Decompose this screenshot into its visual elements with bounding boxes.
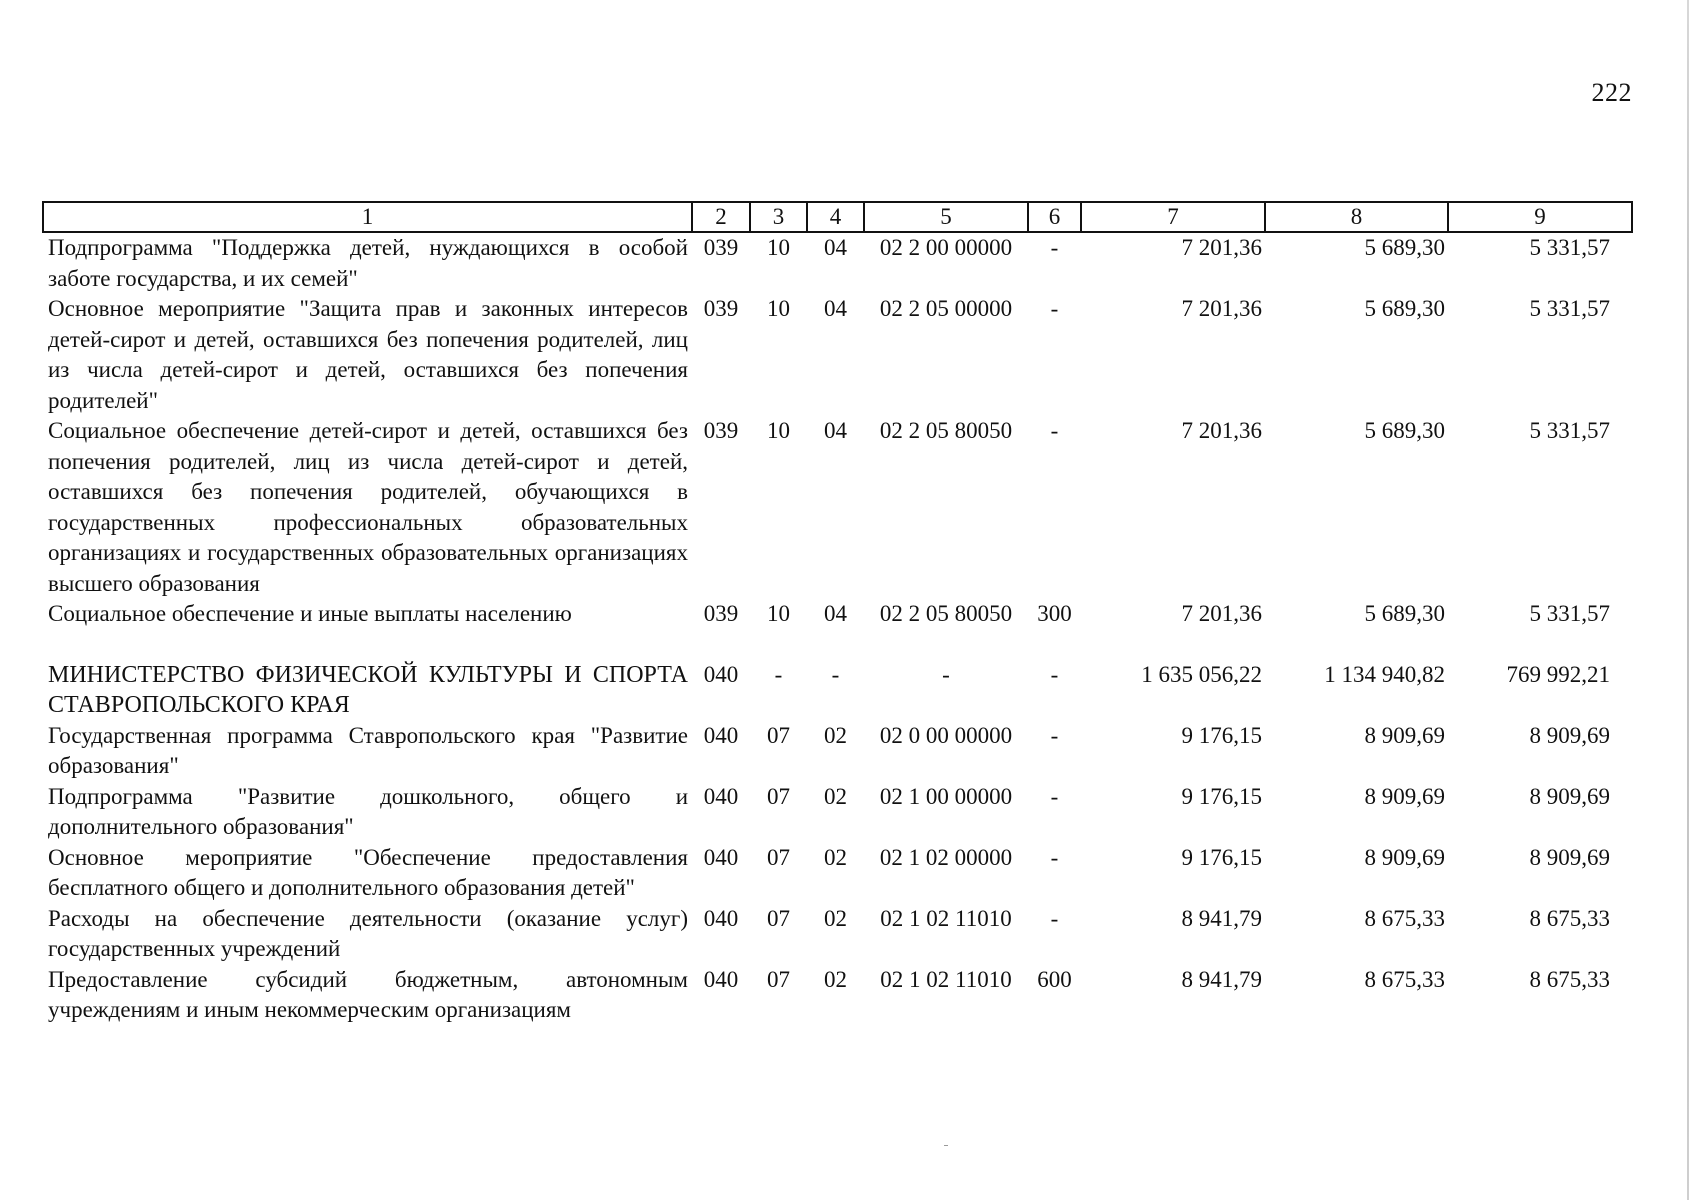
table-row (43, 294, 1632, 416)
row-name: Социальное обеспечение и иные выплаты населению (48, 601, 572, 626)
header-col-7: 7 (1081, 202, 1265, 232)
row-c7: 7 201,36 (1181, 601, 1262, 626)
row-c9: 5 331,57 (1529, 601, 1610, 626)
row-name: Подпрограмма "Поддержка детей, нуждающихся в особой заботе государства, и их семей" (48, 235, 688, 291)
row-c3: 07 (767, 905, 790, 931)
row-c5: 02 1 02 11010 (880, 966, 1012, 992)
table-row (43, 843, 1632, 904)
row-c3: 10 (767, 296, 790, 321)
row-c5: 02 0 00 00000 (879, 722, 1013, 748)
row-c7: 8 941,79 (1181, 905, 1262, 931)
row-c8: 8 675,33 (1364, 966, 1445, 992)
row-c7: 7 201,36 (1181, 296, 1262, 321)
row-c5: 02 1 02 00000 (879, 844, 1013, 870)
budget-table (42, 201, 1633, 1026)
row-c6: - (1050, 905, 1059, 931)
row-c4: 02 (824, 966, 847, 992)
table-row (43, 721, 1632, 782)
row-c6: - (1050, 722, 1059, 748)
table-row (43, 965, 1632, 1026)
row-c5: 02 2 05 00000 (879, 296, 1013, 321)
row-name: Расходы на обеспечение деятельности (оказание услуг) государственных учреждений (48, 905, 688, 961)
row-c6: - (1050, 296, 1059, 321)
row-c2: 040 (703, 905, 739, 931)
row-c7: 9 176,15 (1181, 844, 1262, 870)
row-c5: 02 1 02 11010 (880, 905, 1012, 931)
row-c6: - (1050, 783, 1059, 809)
row-c6: - (1050, 418, 1059, 443)
row-name: Предоставление субсидий бюджетным, автономным учреждениям и иным некоммерческим организациям (48, 966, 688, 1022)
row-c2: 040 (703, 844, 739, 870)
row-c2: 040 (703, 722, 739, 748)
row-c7: 9 176,15 (1181, 722, 1262, 748)
row-c2: 039 (703, 418, 739, 443)
table-row (43, 660, 1632, 721)
row-c7: 9 176,15 (1181, 783, 1262, 809)
row-name: Основное мероприятие "Обеспечение предоставления бесплатного общего и дополнительного образования детей" (48, 844, 688, 900)
row-name: Государственная программа Ставропольского края "Развитие образования" (48, 722, 688, 778)
row-c3: 10 (767, 601, 790, 626)
row-c9: 8 675,33 (1529, 966, 1610, 992)
row-c2: 040 (703, 661, 739, 687)
header-col-2: 2 (692, 202, 750, 232)
row-c4: 04 (824, 418, 847, 443)
row-c2: 040 (703, 966, 739, 992)
row-c9: 5 331,57 (1529, 418, 1610, 443)
row-c3: - (774, 661, 783, 687)
table-row (43, 416, 1632, 599)
row-c7: 7 201,36 (1181, 418, 1262, 443)
row-c5: - (942, 661, 950, 687)
row-name: Подпрограмма "Развитие дошкольного, общего и дополнительного образования" (48, 783, 688, 839)
row-c4: 02 (824, 905, 847, 931)
row-c4: 02 (824, 844, 847, 870)
header-col-3: 3 (750, 202, 807, 232)
row-c3: 07 (767, 966, 790, 992)
row-c2: 040 (703, 783, 739, 809)
row-c5: 02 1 00 00000 (879, 783, 1013, 809)
row-name: Основное мероприятие "Защита прав и законных интересов детей-сирот и детей, оставшихся без попечения родителей, лиц из числа детей-сирот и детей, оставшихся без попечения родителей" (48, 296, 688, 413)
row-c3: 07 (767, 722, 790, 748)
row-c2: 039 (703, 296, 739, 321)
header-col-1: 1 (43, 202, 692, 232)
header-col-4: 4 (807, 202, 864, 232)
row-c8: 5 689,30 (1364, 296, 1445, 321)
row-c8: 8 909,69 (1364, 722, 1445, 748)
table-row (43, 904, 1632, 965)
spacer-cell (43, 630, 1632, 660)
spacer-row (43, 630, 1632, 660)
row-c9: 5 331,57 (1529, 235, 1610, 260)
row-c4: 04 (824, 296, 847, 321)
row-c6: 300 (1037, 601, 1072, 626)
row-c5: 02 2 05 80050 (879, 418, 1013, 443)
header-col-6: 6 (1028, 202, 1081, 232)
row-c6: - (1050, 844, 1059, 870)
row-c9: 8 675,33 (1529, 905, 1610, 931)
scan-edge-line (1687, 0, 1689, 1200)
row-c9: 8 909,69 (1529, 722, 1610, 748)
row-c2: 039 (703, 235, 739, 260)
row-c4: 02 (824, 722, 847, 748)
row-c6: - (1050, 235, 1059, 260)
table-header (43, 202, 1632, 232)
row-c4: - (831, 661, 840, 687)
row-c8: 5 689,30 (1364, 601, 1445, 626)
row-c8: 1 134 940,82 (1324, 661, 1445, 687)
row-c8: 5 689,30 (1364, 235, 1445, 260)
row-c9: 5 331,57 (1529, 296, 1610, 321)
header-row (43, 202, 1632, 232)
header-col-5: 5 (864, 202, 1028, 232)
row-c6: - (1050, 661, 1059, 687)
header-col-9: 9 (1448, 202, 1632, 232)
row-c2: 039 (703, 601, 739, 626)
row-c8: 8 675,33 (1364, 905, 1445, 931)
row-c3: 07 (767, 783, 790, 809)
page-number: 222 (1591, 78, 1632, 107)
row-name: Социальное обеспечение детей-сирот и детей, оставшихся без попечения родителей, лиц из числа детей-сирот и детей, оставшихся без попечения родителей, обучающихся в государственных профессиональных образовательных организациях и государственных образовательных организациях высшего образования (48, 418, 688, 596)
row-c3: 07 (767, 844, 790, 870)
row-c9: 8 909,69 (1529, 844, 1610, 870)
row-c3: 10 (767, 418, 790, 443)
table-row (43, 232, 1632, 294)
row-c5: 02 2 00 00000 (879, 235, 1013, 260)
row-c8: 8 909,69 (1364, 844, 1445, 870)
header-col-8: 8 (1265, 202, 1448, 232)
scan-speck (944, 1145, 948, 1146)
table-body (43, 232, 1632, 1026)
row-c7: 8 941,79 (1181, 966, 1262, 992)
row-c9: 8 909,69 (1529, 783, 1610, 809)
row-c4: 04 (824, 601, 847, 626)
row-c8: 8 909,69 (1364, 783, 1445, 809)
row-name: МИНИСТЕРСТВО ФИЗИЧЕСКОЙ КУЛЬТУРЫ И СПОРТА СТАВРОПОЛЬСКОГО КРАЯ (48, 661, 688, 718)
table-row (43, 599, 1632, 630)
row-c7: 7 201,36 (1181, 235, 1262, 260)
row-c9: 769 992,21 (1506, 661, 1610, 687)
row-c8: 5 689,30 (1364, 418, 1445, 443)
row-c4: 04 (824, 235, 847, 260)
row-c5: 02 2 05 80050 (879, 601, 1013, 626)
row-c6: 600 (1037, 966, 1072, 992)
row-c4: 02 (824, 783, 847, 809)
row-c7: 1 635 056,22 (1141, 661, 1262, 687)
row-c3: 10 (767, 235, 790, 260)
table-row (43, 782, 1632, 843)
